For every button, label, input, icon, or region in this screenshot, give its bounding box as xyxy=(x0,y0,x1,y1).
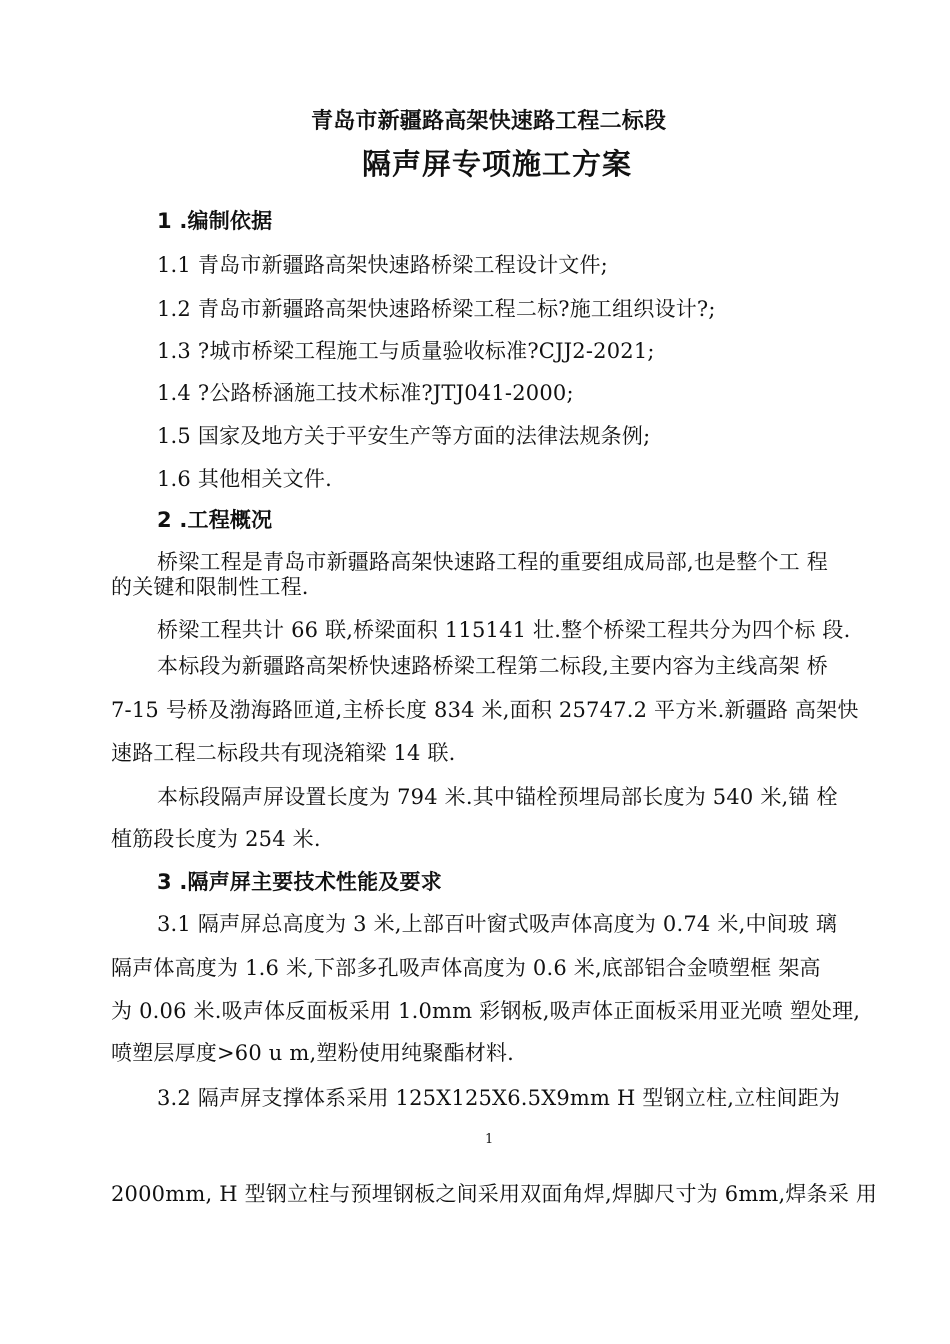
paragraph-line: 3.1 隔声屏总高度为 3 米,上部百叶窗式吸声体高度为 0.74 米,中间玻 璃 xyxy=(157,912,838,936)
reference-item: 1.5 国家及地方关于平安生产等方面的法律法规条例; xyxy=(157,424,651,448)
paragraph-line: 喷塑层厚度>60 u m,塑粉使用纯聚酯材料. xyxy=(111,1041,515,1065)
section-heading-3: 3 .隔声屏主要技术性能及要求 xyxy=(157,870,442,894)
paragraph-line: 本标段隔声屏设置长度为 794 米.其中锚栓预埋局部长度为 540 米,锚 栓 xyxy=(157,785,838,809)
reference-item: 1.4 ?公路桥涵施工技术标准?JTJ041-2000; xyxy=(157,381,574,405)
document-subtitle: 隔声屏专项施工方案 xyxy=(362,147,633,181)
paragraph-line: 植筋段长度为 254 米. xyxy=(111,827,321,851)
paragraph-line: 隔声体高度为 1.6 米,下部多孔吸声体高度为 0.6 米,底部铝合金喷塑框 架高 xyxy=(111,956,821,980)
paragraph-line: 本标段为新疆路高架桥快速路桥梁工程第二标段,主要内容为主线高架 桥 xyxy=(157,654,828,678)
page-number: 1 xyxy=(485,1132,494,1147)
reference-item: 1.1 青岛市新疆路高架快速路桥梁工程设计文件; xyxy=(157,253,608,277)
paragraph-line: 7-15 号桥及渤海路匝道,主桥长度 834 米,面积 25747.2 平方米.新疆路 高架快 xyxy=(111,698,859,722)
paragraph-line: 桥梁工程共计 66 联,桥梁面积 115141 壮.整个桥梁工程共分为四个标 段. xyxy=(157,618,851,642)
reference-item: 1.6 其他相关文件. xyxy=(157,467,332,491)
paragraph-line: 3.2 隔声屏支撑体系采用 125X125X6.5X9mm H 型钢立柱,立柱间距为 xyxy=(157,1086,841,1110)
paragraph-line: 的关键和限制性工程. xyxy=(111,575,309,599)
paragraph-line: 速路工程二标段共有现浇箱梁 14 联. xyxy=(111,741,456,765)
section-heading-2: 2 .工程概况 xyxy=(157,508,273,532)
document-title: 青岛市新疆路高架快速路工程二标段 xyxy=(311,109,667,134)
next-page-line: 2000mm, H 型钢立柱与预埋钢板之间采用双面角焊,焊脚尺寸为 6mm,焊条采 用 xyxy=(111,1182,878,1206)
paragraph-line: 为 0.06 米.吸声体反面板采用 1.0mm 彩钢板,吸声体正面板采用亚光喷 塑处理, xyxy=(111,999,861,1023)
paragraph-line: 桥梁工程是青岛市新疆路高架快速路工程的重要组成局部,也是整个工 程 xyxy=(157,550,828,574)
reference-item: 1.2 青岛市新疆路高架快速路桥梁工程二标?施工组织设计?; xyxy=(157,297,716,321)
section-heading-1: 1 .编制依据 xyxy=(157,209,273,233)
reference-item: 1.3 ?城市桥梁工程施工与质量验收标准?CJJ2-2021; xyxy=(157,339,655,363)
